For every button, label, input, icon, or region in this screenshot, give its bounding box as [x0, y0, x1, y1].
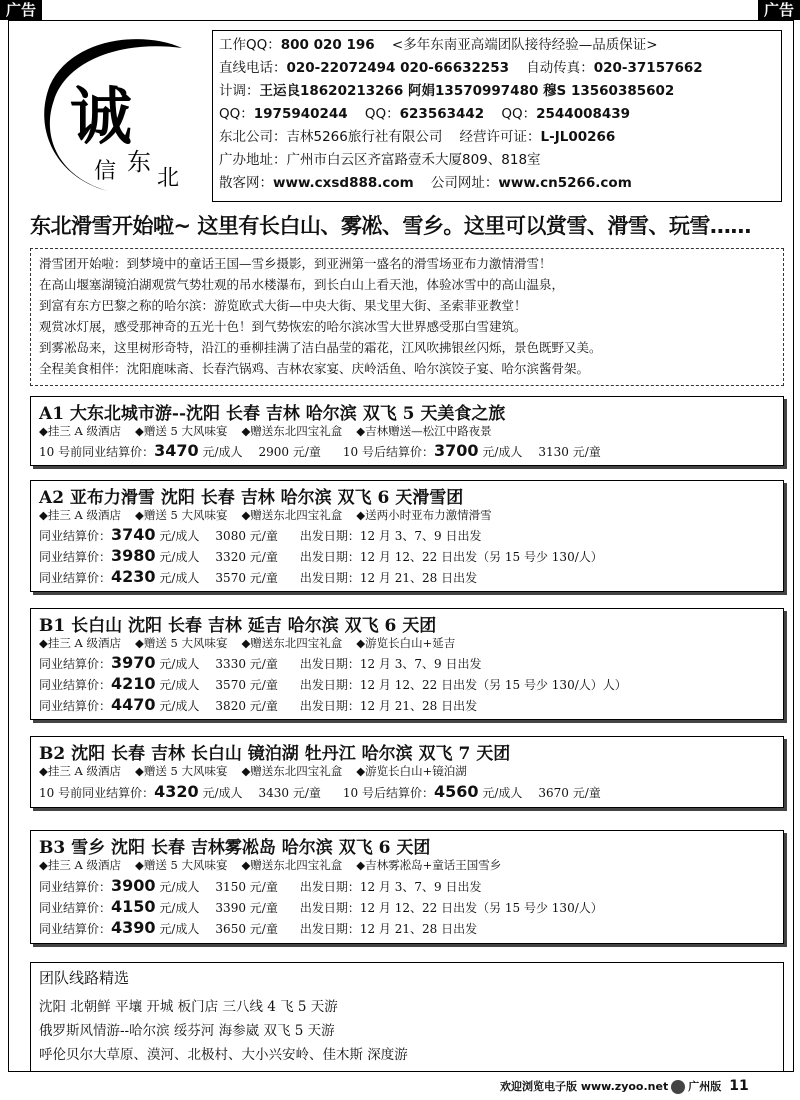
adult-unit: 元/成人	[159, 901, 200, 915]
route-title: A1 大东北城市游--沈阳 长春 吉林 哈尔滨 双飞 5 天美食之旅	[39, 404, 506, 424]
departure-date: 出发日期：12 月 12、22 日出发（另 15 号少 130/人）	[299, 901, 603, 915]
address-line	[219, 149, 541, 171]
price-row	[39, 441, 623, 461]
footer	[500, 1078, 792, 1098]
route-features	[39, 507, 506, 523]
logo-char-3: 东	[127, 148, 151, 176]
price-label: 同业结算价：	[39, 699, 112, 713]
address-value: 广州市白云区齐富路壹禾大厦809、818室	[286, 152, 541, 168]
planner-label: 计调：	[219, 83, 260, 99]
feature-item: ◆赠送东北四宝礼盒	[241, 764, 343, 778]
adult-price: 4230	[111, 567, 156, 586]
price-row	[39, 695, 477, 715]
description-line: 滑雪团开始啦：到梦境中的童话王国—雪乡摄影，到亚洲第一盛名的滑雪场亚布力激情滑雪！	[39, 256, 552, 271]
child-price: 2900 元/童	[258, 445, 321, 459]
phone-label: 直线电话：	[219, 60, 287, 76]
qq-label-2: QQ：	[364, 106, 400, 122]
price-label: 同业结算价：	[39, 657, 112, 671]
group-routes-box	[30, 962, 784, 1072]
description-line: 全程美食相伴：沈阳鹿味斋、长春汽锅鸡、吉林农家宴、庆岭活鱼、哈尔滨饺子宴、哈尔滨酱骨架。	[39, 361, 590, 376]
price-label: 同业结算价：	[39, 529, 112, 543]
price-row	[39, 567, 477, 587]
description-line: 在高山堰塞湖镜泊湖观赏气势壮观的吊水楼瀑布，到长白山上看天池，体验冰雪中的高山温泉，	[39, 277, 565, 292]
group-route-line: 俄罗斯风情游--哈尔滨 绥芬河 海参崴 双飞 5 天游	[39, 1023, 335, 1039]
child-price: 3150 元/童	[215, 880, 278, 894]
company-line	[219, 126, 615, 148]
globe-icon	[671, 1080, 685, 1094]
feature-item: ◆赠送 5 大风味宴	[134, 764, 228, 778]
qq-value-3[interactable]: 2544008439	[536, 106, 631, 122]
price-label: 同业结算价：	[39, 901, 112, 915]
logo-char-1: 诚	[70, 80, 133, 153]
adult-price: 3740	[111, 525, 156, 544]
feature-item: ◆挂三 A 级酒店	[39, 424, 121, 438]
adult-unit-2: 元/成人	[482, 786, 523, 800]
price-label: 同业结算价：	[39, 678, 112, 692]
adult-price: 3980	[111, 546, 156, 565]
feature-item: ◆挂三 A 级酒店	[39, 508, 121, 522]
price-label-2: 10 号后结算价：	[342, 445, 434, 459]
web-label-2: 公司网址：	[430, 175, 499, 191]
adult-unit: 元/成人	[159, 880, 200, 894]
departure-date: 出发日期：12 月 3、7、9 日出发	[299, 880, 482, 894]
company-name: 吉林5266旅行社有限公司	[286, 129, 443, 145]
price-label: 同业结算价：	[39, 880, 112, 894]
company-label: 东北公司：	[219, 129, 287, 145]
adult-price: 4470	[111, 695, 156, 714]
adult-unit-2: 元/成人	[482, 445, 523, 459]
route-card-a1	[30, 396, 784, 466]
route-card-b2	[30, 736, 784, 808]
ad-tag-left: 广告	[0, 0, 42, 20]
route-features	[39, 763, 481, 779]
contact-box	[212, 30, 782, 202]
feature-item: ◆赠送 5 大风味宴	[134, 858, 228, 872]
group-route-line: 沈阳 北朝鲜 平壤 开城 板门店 三八线 4 飞 5 天游	[39, 999, 338, 1015]
adult-price: 4390	[111, 918, 156, 937]
qq-line	[219, 103, 630, 125]
child-price: 3330 元/童	[215, 657, 278, 671]
route-title: B3 雪乡 沈阳 长春 吉林雾凇岛 哈尔滨 双飞 6 天团	[39, 838, 431, 858]
route-features	[39, 635, 469, 651]
logo-char-4: 北	[157, 166, 180, 191]
price-row	[39, 782, 623, 802]
logo-icon	[32, 30, 212, 200]
route-title: B1 长白山 沈阳 长春 吉林 延吉 哈尔滨 双飞 6 天团	[39, 616, 437, 636]
license-value: L-JL00266	[540, 129, 616, 145]
adult-unit: 元/成人	[202, 786, 243, 800]
web-label: 散客网：	[219, 175, 273, 191]
description-line: 到雾凇岛来，这里树形奇特，沿江的垂柳挂满了洁白晶莹的霜花，江风吹拂银丝闪烁，景色既野又美。	[39, 340, 602, 355]
price-label: 10 号前同业结算价：	[39, 786, 155, 800]
adult-price: 4320	[154, 782, 199, 801]
group-route-line: 呼伦贝尔大草原、漠河、北极村、大小兴安岭、佳木斯 深度游	[39, 1047, 408, 1063]
adult-price-2: 4560	[434, 782, 479, 801]
adult-price: 3470	[154, 441, 199, 460]
child-price: 3430 元/童	[258, 786, 321, 800]
child-price: 3390 元/童	[215, 901, 278, 915]
price-row	[39, 876, 481, 896]
qq-value-1[interactable]: 1975940244	[253, 106, 348, 122]
child-price: 3570 元/童	[215, 678, 278, 692]
work-qq-note: <多年东南亚高端团队接待经验—品质保证>	[391, 37, 658, 53]
child-price: 3320 元/童	[215, 550, 278, 564]
feature-item: ◆吉林赠送—松江中路夜景	[356, 424, 492, 438]
feature-item: ◆挂三 A 级酒店	[39, 764, 121, 778]
adult-unit: 元/成人	[159, 571, 200, 585]
child-price-2: 3130 元/童	[538, 445, 601, 459]
price-label: 同业结算价：	[39, 922, 112, 936]
price-row	[39, 525, 481, 545]
adult-unit: 元/成人	[159, 657, 200, 671]
web-line	[219, 172, 632, 194]
price-row	[39, 918, 477, 938]
footer-text[interactable]: 欢迎浏览电子版 www.zyoo.net	[500, 1080, 669, 1093]
departure-date: 出发日期：12 月 12、22 日出发（另 15 号少 130/人）人）	[299, 678, 627, 692]
route-card-a2	[30, 480, 784, 592]
feature-item: ◆赠送 5 大风味宴	[134, 508, 228, 522]
route-features	[39, 857, 515, 873]
departure-date: 出发日期：12 月 12、22 日出发（另 15 号少 130/人）	[299, 550, 603, 564]
child-price: 3080 元/童	[215, 529, 278, 543]
feature-item: ◆吉林雾凇岛+童话王国雪乡	[356, 858, 502, 872]
description-line: 到富有东方巴黎之称的哈尔滨：游览欧式大街—中央大街、果戈里大街、圣索菲亚教堂！	[39, 298, 527, 313]
price-row	[39, 653, 481, 673]
adult-unit: 元/成人	[159, 678, 200, 692]
address-label: 广办地址：	[219, 152, 287, 168]
price-label: 同业结算价：	[39, 550, 112, 564]
work-qq-line	[219, 34, 658, 56]
work-qq-label: 工作QQ：	[219, 37, 281, 53]
price-label-2: 10 号后结算价：	[342, 786, 434, 800]
departure-date: 出发日期：12 月 3、7、9 日出发	[299, 657, 482, 671]
adult-price: 4150	[111, 897, 156, 916]
departure-date: 出发日期：12 月 21、28 日出发	[299, 571, 478, 585]
work-qq-value[interactable]: 800 020 196	[280, 37, 375, 53]
phone-line	[219, 57, 703, 79]
adult-price-2: 3700	[434, 441, 479, 460]
price-label: 10 号前同业结算价：	[39, 445, 155, 459]
adult-price: 4210	[111, 674, 156, 693]
route-card-b1	[30, 608, 784, 720]
feature-item: ◆赠送东北四宝礼盒	[241, 636, 343, 650]
fax-value[interactable]: 020-37157662	[593, 60, 703, 76]
feature-item: ◆游览长白山+延吉	[356, 636, 456, 650]
route-title: A2 亚布力滑雪 沈阳 长春 吉林 哈尔滨 双飞 6 天滑雪团	[39, 488, 464, 508]
license-label: 经营许可证：	[459, 129, 541, 145]
adult-unit: 元/成人	[159, 529, 200, 543]
qq-label-3: QQ：	[501, 106, 537, 122]
adult-unit: 元/成人	[159, 922, 200, 936]
feature-item: ◆挂三 A 级酒店	[39, 858, 121, 872]
qq-value-2[interactable]: 623563442	[399, 106, 485, 122]
adult-price: 3970	[111, 653, 156, 672]
qq-label-1: QQ：	[219, 106, 254, 122]
child-price: 3820 元/童	[215, 699, 278, 713]
feature-item: ◆赠送东北四宝礼盒	[241, 424, 343, 438]
planner-value[interactable]: 王运良18620213266 阿娟13570997480 穆S 13560385602	[259, 83, 675, 99]
headline: 东北滑雪开始啦~ 这里有长白山、雾凇、雪乡。这里可以赏雪、滑雪、玩雪……	[30, 214, 751, 238]
child-price: 3570 元/童	[215, 571, 278, 585]
description-line: 观赏冰灯展，感受那神奇的五光十色！到气势恢宏的哈尔滨冰雪大世界感受那白雪建筑。	[39, 319, 527, 334]
departure-date: 出发日期：12 月 21、28 日出发	[299, 699, 478, 713]
footer-edition: 广州版	[688, 1080, 722, 1093]
child-price: 3650 元/童	[215, 922, 278, 936]
feature-item: ◆挂三 A 级酒店	[39, 636, 121, 650]
planner-line	[219, 80, 674, 102]
page-number: 11	[729, 1078, 749, 1094]
route-title: B2 沈阳 长春 吉林 长白山 镜泊湖 牡丹江 哈尔滨 双飞 7 天团	[39, 744, 511, 764]
web-link-1[interactable]: www.cxsd888.com	[273, 175, 414, 191]
feature-item: ◆游览长白山+镜泊湖	[356, 764, 467, 778]
feature-item: ◆赠送 5 大风味宴	[134, 424, 228, 438]
route-card-b3	[30, 830, 784, 944]
company-logo	[32, 30, 212, 200]
departure-date: 出发日期：12 月 3、7、9 日出发	[299, 529, 482, 543]
route-features	[39, 423, 506, 439]
adult-unit: 元/成人	[159, 699, 200, 713]
group-routes-title: 团队线路精选	[39, 969, 130, 987]
feature-item: ◆赠送东北四宝礼盒	[241, 858, 343, 872]
feature-item: ◆送两小时亚布力激情滑雪	[356, 508, 492, 522]
departure-date: 出发日期：12 月 21、28 日出发	[299, 922, 478, 936]
child-price-2: 3670 元/童	[538, 786, 601, 800]
adult-unit: 元/成人	[159, 550, 200, 564]
logo-char-2: 信	[94, 159, 117, 184]
fax-label: 自动传真：	[526, 60, 594, 76]
price-row	[39, 546, 603, 566]
ad-tag-right: 广告	[758, 0, 800, 20]
adult-price: 3900	[111, 876, 156, 895]
phone-value[interactable]: 020-22072494 020-66632253	[286, 60, 510, 76]
web-link-2[interactable]: www.cn5266.com	[498, 175, 632, 191]
feature-item: ◆赠送东北四宝礼盒	[241, 508, 343, 522]
price-row	[39, 897, 603, 917]
price-row	[39, 674, 627, 694]
description-box	[30, 248, 784, 386]
price-label: 同业结算价：	[39, 571, 112, 585]
feature-item: ◆赠送 5 大风味宴	[134, 636, 228, 650]
adult-unit: 元/成人	[202, 445, 243, 459]
